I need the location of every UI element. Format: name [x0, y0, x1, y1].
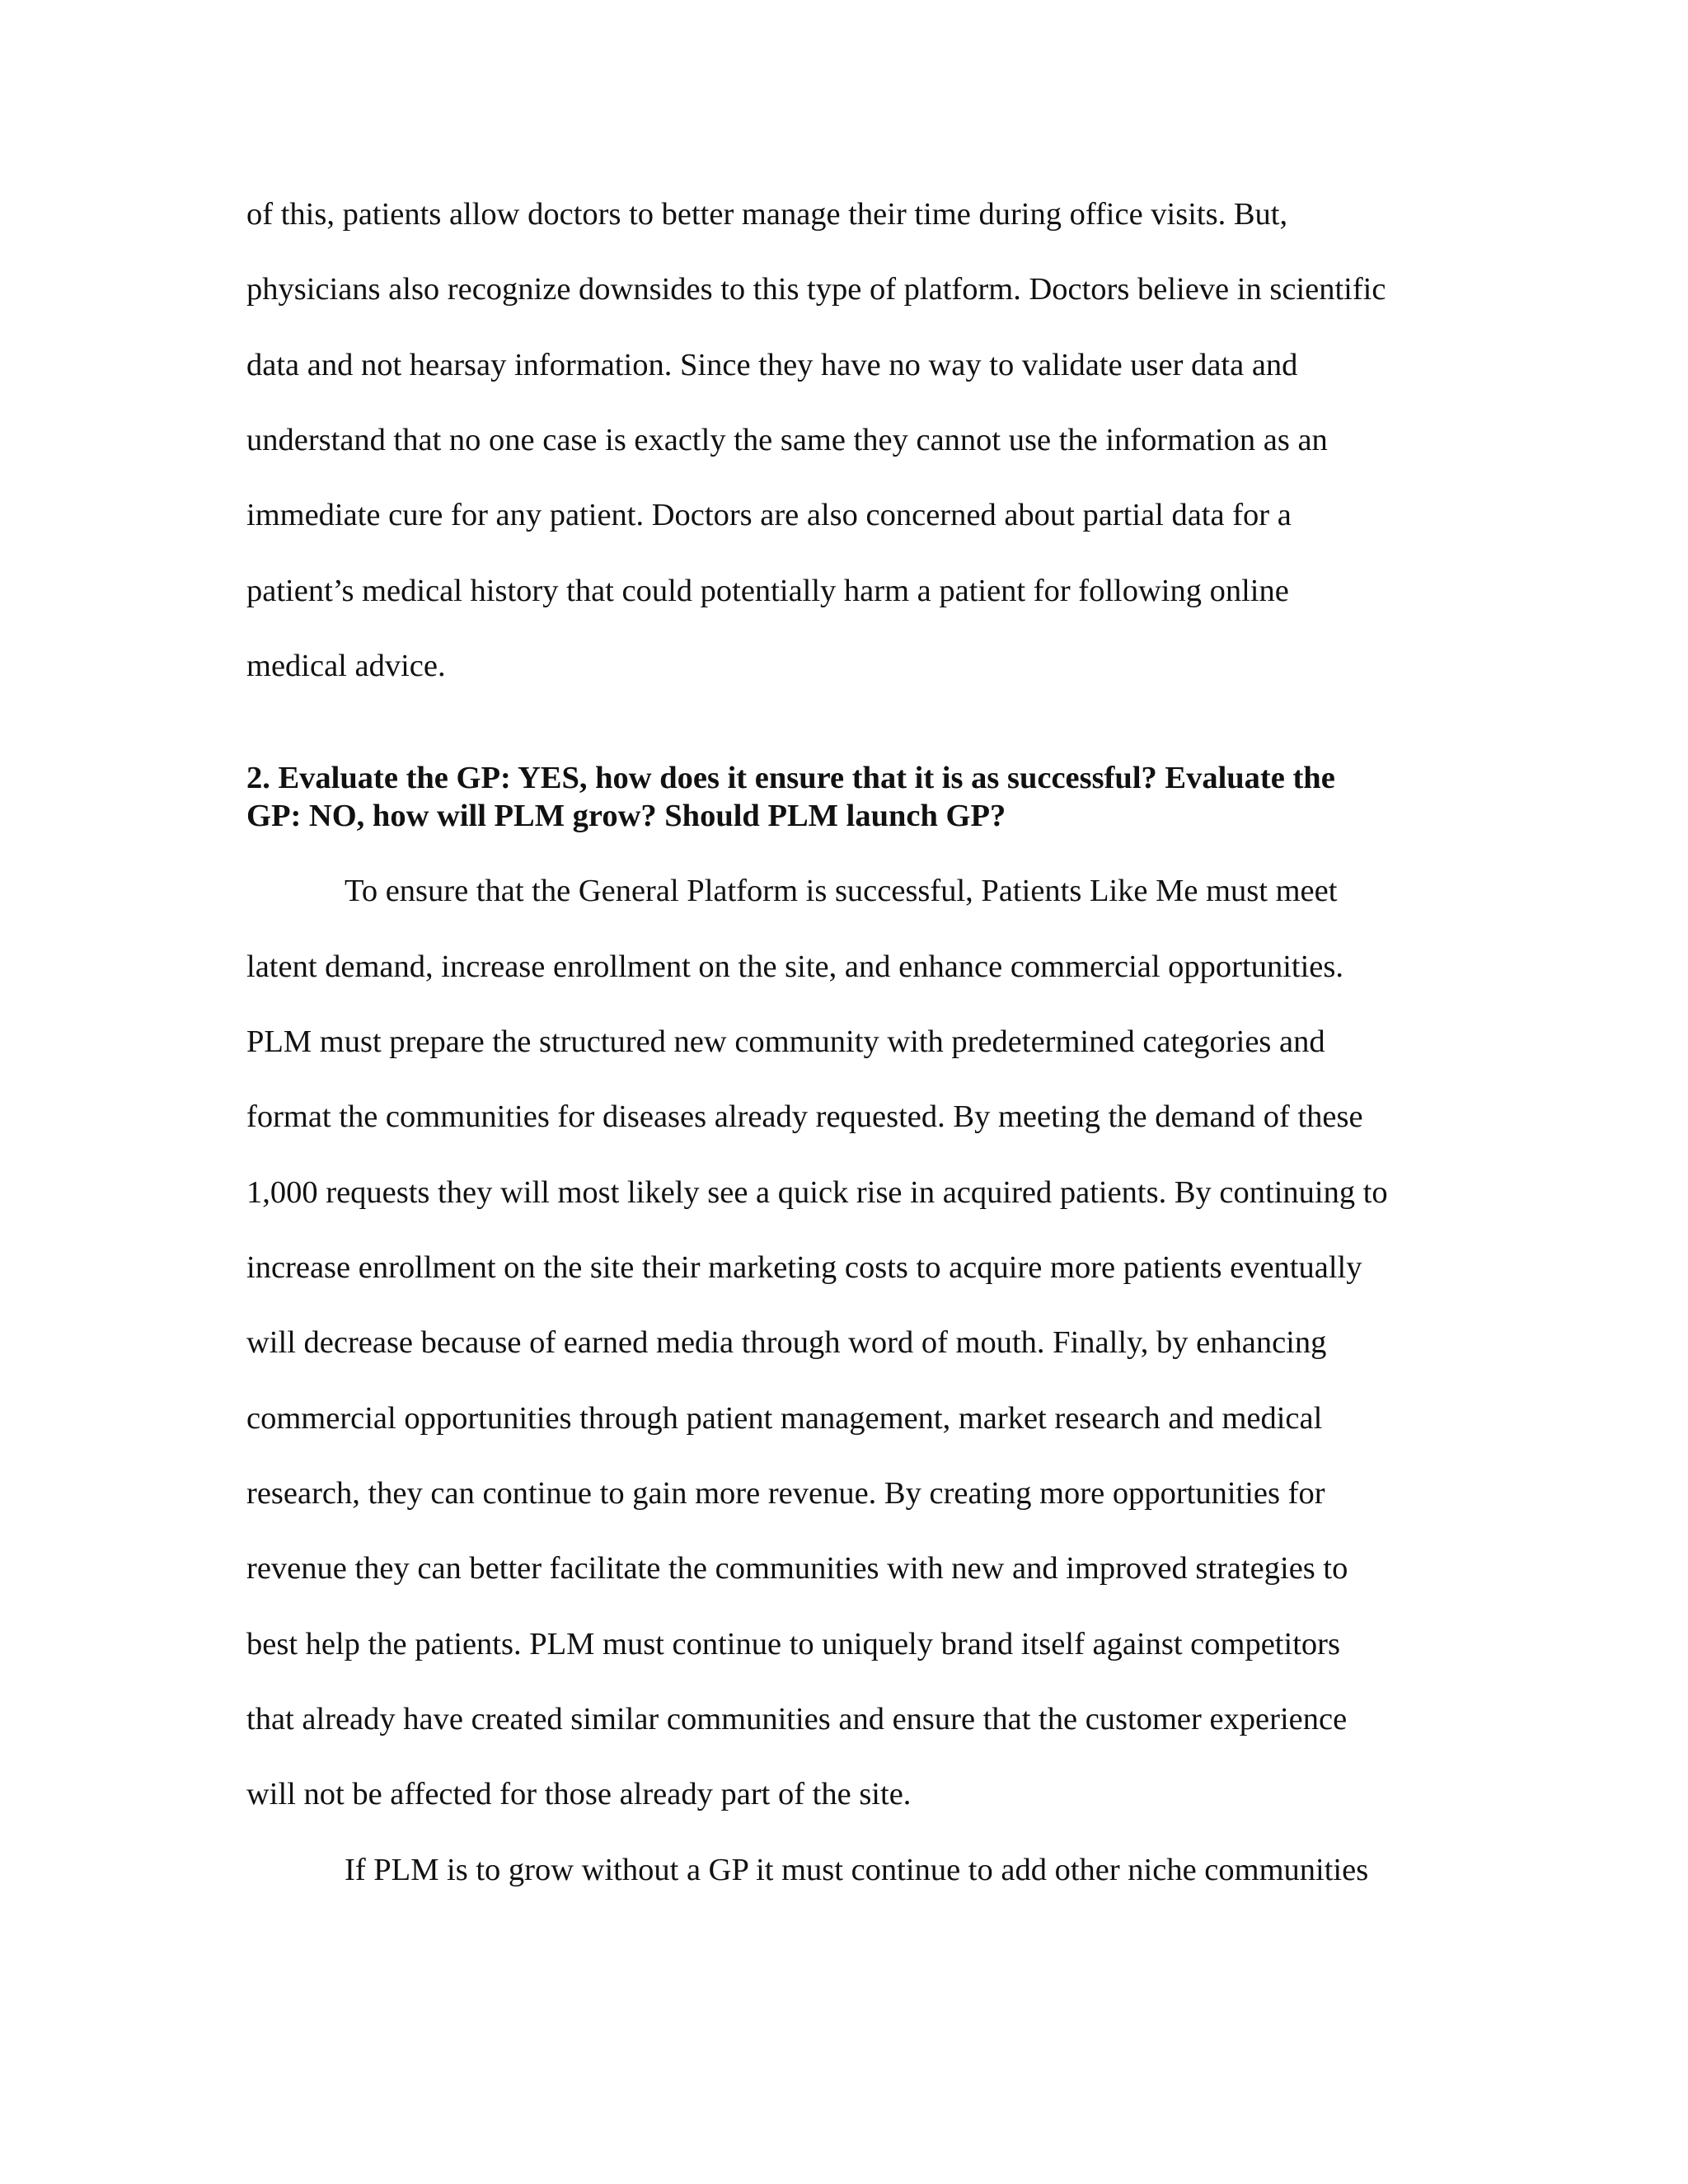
success-line-10: revenue they can better facilitate the communities with new and improved strategies to — [246, 1551, 1348, 1586]
success-line-6: increase enrollment on the site their marketing costs to acquire more patients eventually — [246, 1250, 1362, 1285]
success-line-3: PLM must prepare the structured new community with predetermined categories and — [246, 1024, 1325, 1059]
intro-line-6: patient’s medical history that could potentially harm a patient for following online — [246, 574, 1289, 608]
success-line-13: will not be affected for those already part of the site. — [246, 1777, 912, 1811]
section-heading-line-1: 2. Evaluate the GP: YES, how does it ensure that it is as successful? Evaluate the — [246, 761, 1335, 795]
success-line-2: latent demand, increase enrollment on the site, and enhance commercial opportunities. — [246, 949, 1343, 984]
success-line-1: To ensure that the General Platform is successful, Patients Like Me must meet — [345, 874, 1338, 908]
intro-line-1: of this, patients allow doctors to better manage their time during office visits. But, — [246, 197, 1288, 232]
success-line-9: research, they can continue to gain more revenue. By creating more opportunities for — [246, 1476, 1325, 1511]
intro-line-7: medical advice. — [246, 649, 446, 683]
success-line-4: format the communities for diseases already requested. By meeting the demand of these — [246, 1099, 1363, 1134]
success-line-12: that already have created similar communities and ensure that the customer experience — [246, 1702, 1348, 1736]
section-heading-line-2: GP: NO, how will PLM grow? Should PLM launch GP? — [246, 799, 1006, 833]
success-line-7: will decrease because of earned media through word of mouth. Finally, by enhancing — [246, 1325, 1327, 1360]
success-line-11: best help the patients. PLM must continue to uniquely brand itself against competitors — [246, 1627, 1340, 1661]
intro-line-2: physicians also recognize downsides to this type of platform. Doctors believe in scientific — [246, 272, 1386, 307]
success-line-5: 1,000 requests they will most likely see a quick rise in acquired patients. By continuing to — [246, 1175, 1388, 1210]
grow-line-1: If PLM is to grow without a GP it must continue to add other niche communities — [345, 1853, 1369, 1887]
intro-line-4: understand that no one case is exactly the same they cannot use the information as an — [246, 423, 1328, 457]
success-line-8: commercial opportunities through patient management, market research and medical — [246, 1401, 1323, 1436]
intro-line-3: data and not hearsay information. Since they have no way to validate user data and — [246, 348, 1298, 382]
intro-line-5: immediate cure for any patient. Doctors are also concerned about partial data for a — [246, 498, 1292, 532]
